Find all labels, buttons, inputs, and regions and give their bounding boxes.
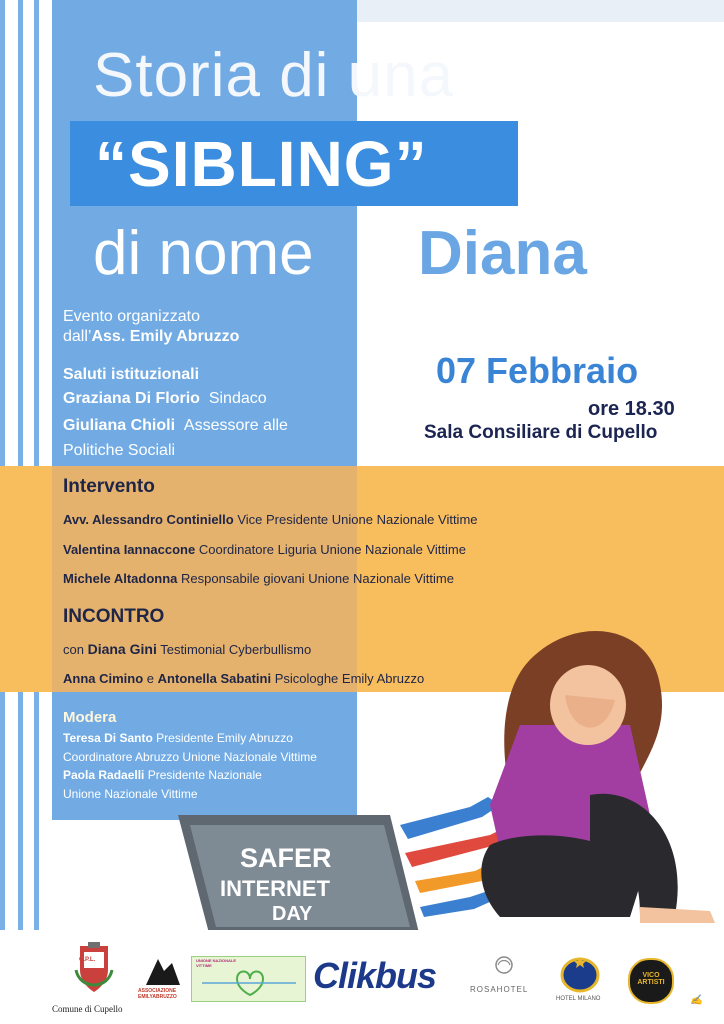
top-band [357,0,724,22]
incontro-name-2: Antonella Sabatini [157,671,272,686]
organizer-name: Ass. Emily Abruzzo [91,328,240,345]
modera-p1-role-cont: Coordinatore Abruzzo Unione Nazionale Vittime [63,750,317,764]
organizer-line-2 [63,328,239,346]
rosahotel-label: ROSAHOTEL [470,985,529,994]
comune-label: Comune di Cupello [52,1004,123,1014]
greetings-p1-role: Sindaco [208,390,267,407]
incontro-heading: INCONTRO [63,606,165,627]
intervento-heading: Intervento [63,476,155,497]
incontro-name: Diana Gini [87,641,157,657]
greetings-heading: Saluti istituzionali [63,366,200,383]
modera-p2-role: Presidente Nazionale [147,768,262,782]
title-line-3a: di nome [93,219,314,288]
stripe-1 [0,0,5,930]
rose-icon [490,955,518,979]
greetings-p2-name: Giuliana Chioli [63,417,176,434]
laptop-text-3: DAY [272,903,313,925]
intervento-item-1 [63,512,478,527]
greetings-p1-name: Graziana Di Florio [63,390,200,407]
stripe-2 [18,0,23,930]
incontro-prefix: con [63,642,84,657]
title-line-2: “SIBLING” [95,128,428,200]
vico-label: VICO ARTISTI [637,972,665,986]
intervento-item-2-role: Coordinatore Liguria Unione Nazionale Vittime [198,542,466,557]
greetings-p2-role-cont: Politiche Sociali [63,442,176,459]
clikbus-logo: Clikbus [313,955,437,996]
laptop-text-2: INTERNET [220,876,330,901]
greetings-person-1 [63,390,267,408]
intervento-item-3-name: Michele Altadonna [63,571,178,586]
modera-p1-role: Presidente Emily Abruzzo [156,731,293,745]
signature-mark: ✍ [690,995,703,1006]
greetings-person-2 [63,417,288,435]
hotel-crest-icon [556,955,604,993]
girl-feet [640,907,715,923]
rosahotel-logo [490,955,518,979]
hotelmilano-logo [556,955,604,993]
modera-p2-name: Paola Radaelli [63,768,145,782]
associazione-icon [140,955,184,989]
intervento-item-1-name: Avv. Alessandro Continiello [63,512,234,527]
intervento-item-3 [63,571,454,586]
comune-crest [70,940,118,998]
comune-crest-icon [70,940,118,998]
intervento-item-2-name: Valentina Iannaccone [63,542,196,557]
incontro-role-2: Psicologhe Emily Abruzzo [274,671,425,686]
intervento-item-2 [63,542,466,557]
intervento-item-3-role: Responsabile giovani Unione Nazionale Vittime [181,571,454,586]
modera-p1-name: Teresa Di Santo [63,731,153,745]
greetings-p2-role: Assessore alle [183,417,288,434]
incontro-role: Testimonial Cyberbullismo [160,642,312,657]
laptop-text-1: SAFER [240,843,332,873]
event-place: Sala Consiliare di Cupello [424,422,658,443]
stripe-3 [34,0,39,930]
incontro-name-1: Anna Cimino [63,671,144,686]
intervento-item-1-role: Vice Presidente Unione Nazionale Vittime [237,512,478,527]
unione-label: UNIONE NAZIONALE VITTIME [196,958,236,968]
organizer-line-1: Evento organizzato [63,308,200,325]
title-line-1: Storia di una [93,41,455,110]
title-line-3b: Diana [418,219,587,288]
incontro-and: e [146,671,155,686]
modera-p2-role-cont: Unione Nazionale Vittime [63,787,198,801]
event-date: 07 Febbraio [436,350,639,391]
event-time: ore 18.30 [588,398,675,420]
organizer-prefix: dall’ [63,328,92,345]
associazione-logo [140,955,184,989]
modera-heading: Modera [63,709,117,726]
associazione-label: ASSOCIAZIONE EMILYABRUZZO [138,988,177,1000]
cpl-label: C.P.L. [79,957,96,963]
hotelmilano-label: HOTEL MILANO [556,996,601,1002]
